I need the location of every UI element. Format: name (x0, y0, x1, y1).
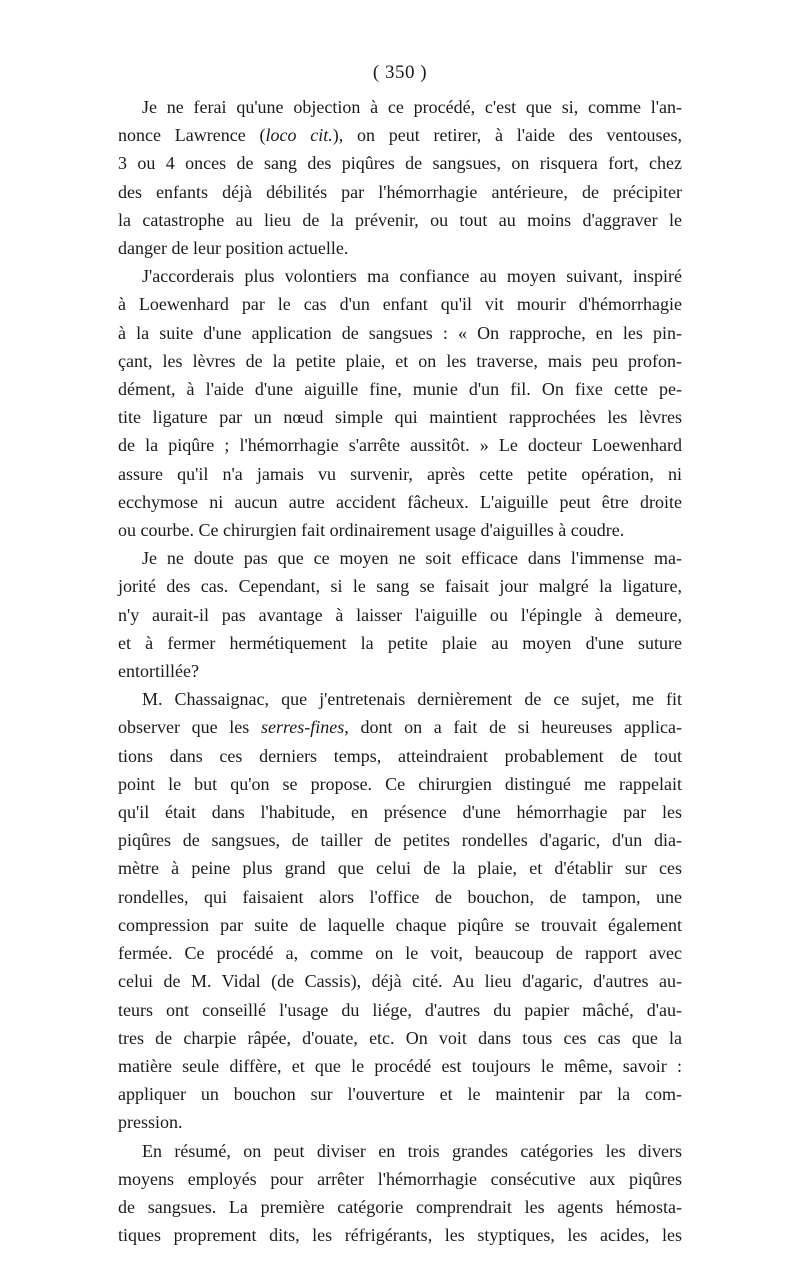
text-line: Je ne doute pas que ce moyen ne soit efficace dans l'immense ma- (142, 548, 682, 569)
text-line: entortillée? (118, 661, 199, 682)
body-text (118, 93, 682, 1249)
text-line: M. Chassaignac, que j'entretenais dernièrement de ce sujet, me fit (142, 689, 682, 710)
book-page (118, 58, 682, 1249)
paragraph (118, 685, 682, 1136)
text-line: fermée. Ce procédé a, comme on le voit, beaucoup de rapport avec (118, 943, 682, 964)
text-line: matière seule diffère, et que le procédé est toujours le même, savoir : (118, 1055, 682, 1076)
paragraph (118, 93, 682, 262)
text-line: et à fermer hermétiquement la petite plaie au moyen d'une suture (118, 632, 682, 653)
text-line: dément, à l'aide d'une aiguille fine, munie d'un fil. On fixe cette pe- (118, 379, 682, 400)
text-line: En résumé, on peut diviser en trois grandes catégories les divers (142, 1140, 682, 1161)
text-line: qu'il était dans l'habitude, en présence d'une hémorrhagie par les (118, 802, 682, 823)
text-line: 3 ou 4 onces de sang des piqûres de sangsues, on risquera fort, chez (118, 153, 682, 174)
text-line: piqûres de sangsues, de tailler de petites rondelles d'agaric, d'un dia- (118, 830, 682, 851)
text-line: teurs ont conseillé l'usage du liége, d'autres du papier mâché, d'au- (118, 999, 682, 1020)
text-line: J'accorderais plus volontiers ma confiance au moyen suivant, inspiré (142, 266, 682, 287)
text-line: danger de leur position actuelle. (118, 238, 349, 259)
text-line: à Loewenhard par le cas d'un enfant qu'il vit mourir d'hémorrhagie (118, 294, 682, 315)
text-line: celui de M. Vidal (de Cassis), déjà cité. Au lieu d'agaric, d'autres au- (118, 971, 682, 992)
text-line: tres de charpie râpée, d'ouate, etc. On voit dans tous ces cas que la (118, 1027, 682, 1048)
paragraph (118, 544, 682, 685)
text-line: à la suite d'une application de sangsues : « On rapproche, en les pin- (118, 322, 682, 343)
text-line: tions dans ces derniers temps, atteindraient probablement de tout (118, 745, 682, 766)
text-line: mètre à peine plus grand que celui de la plaie, et d'établir sur ces (118, 858, 682, 879)
text-line: observer que les serres-fines, dont on a fait de si heureuses applica- (118, 717, 682, 738)
text-line: appliquer un bouchon sur l'ouverture et le maintenir par la com- (118, 1084, 682, 1105)
text-line: de sangsues. La première catégorie comprendrait les agents hémosta- (118, 1196, 682, 1217)
text-line: moyens employés pour arrêter l'hémorrhagie consécutive aux piqûres (118, 1168, 682, 1189)
text-line: pression. (118, 1112, 183, 1133)
text-line: la catastrophe au lieu de la prévenir, ou tout au moins d'aggraver le (118, 209, 682, 230)
text-line: Je ne ferai qu'une objection à ce procédé, c'est que si, comme l'an- (142, 97, 682, 117)
text-line: çant, les lèvres de la petite plaie, et on les traverse, mais peu profon- (118, 350, 682, 371)
text-line: point le but qu'on se propose. Ce chirurgien distingué me rappelait (118, 773, 682, 794)
text-line: tiques proprement dits, les réfrigérants, les styptiques, les acides, les (118, 1225, 682, 1246)
text-line: assure qu'il n'a jamais vu survenir, après cette petite opération, ni (118, 463, 682, 484)
text-line: ecchymose ni aucun autre accident fâcheux. L'aiguille peut être droite (118, 491, 682, 512)
text-line: ou courbe. Ce chirurgien fait ordinairement usage d'aiguilles à coudre. (118, 520, 625, 541)
text-line: tite ligature par un nœud simple qui maintient rapprochées les lèvres (118, 407, 682, 428)
page-number: ( 350 ) (372, 62, 428, 83)
text-line: de la piqûre ; l'hémorrhagie s'arrête aussitôt. » Le docteur Loewenhard (118, 435, 682, 456)
text-line: des enfants déjà débilités par l'hémorrhagie antérieure, de précipiter (118, 181, 682, 202)
text-line: compression par suite de laquelle chaque piqûre se trouvait également (118, 914, 682, 935)
text-line: jorité des cas. Cependant, si le sang se faisait jour malgré la ligature, (118, 576, 682, 597)
paragraph (118, 1137, 682, 1250)
text-line: n'y aurait-il pas avantage à laisser l'aiguille ou l'épingle à demeure, (118, 604, 682, 625)
paragraph (118, 262, 682, 544)
text-line: nonce Lawrence (loco cit.), on peut retirer, à l'aide des ventouses, (118, 125, 682, 146)
text-line: rondelles, qui faisaient alors l'office de bouchon, de tampon, une (118, 886, 682, 907)
